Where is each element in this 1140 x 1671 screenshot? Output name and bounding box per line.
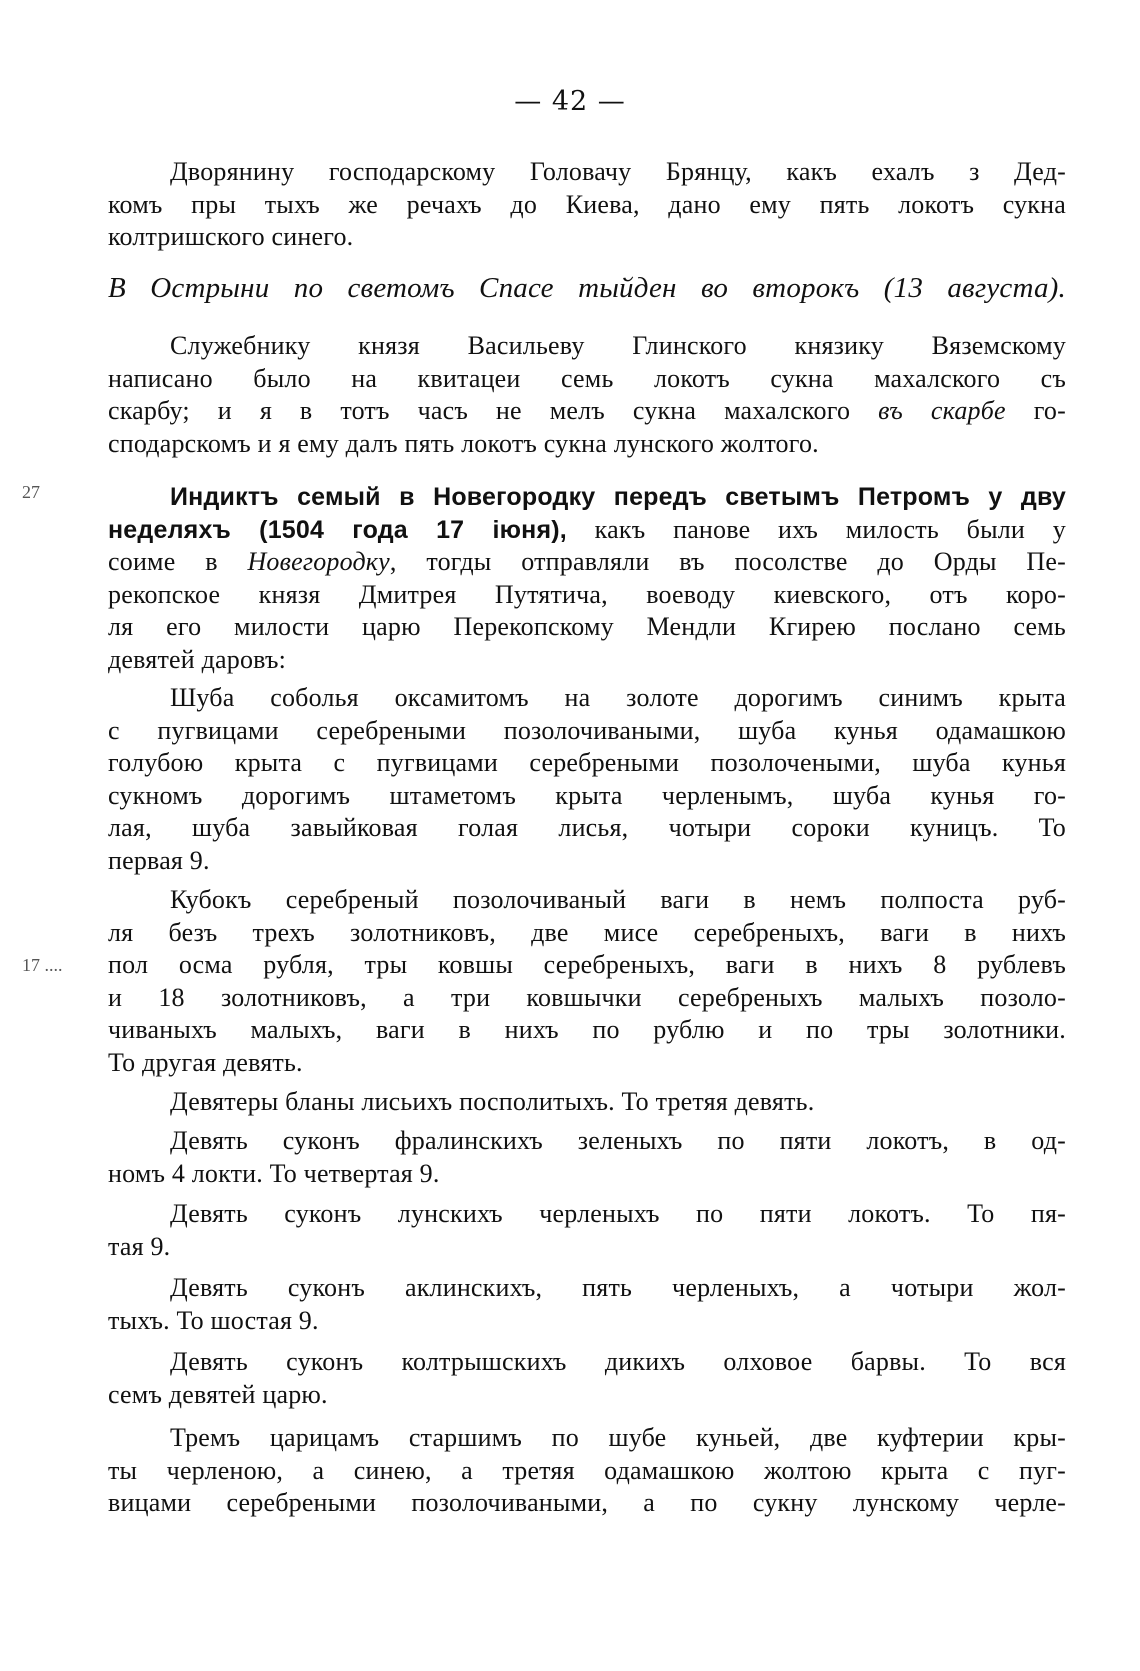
text-line: сподарскомъ и я ему далъ пять локотъ сукна лунского жолтого. (108, 428, 819, 458)
text-line: Служебнику князя Васильеву Глинского князику Вяземскому (170, 331, 1066, 360)
text-line: лая, шуба завыйковая голая лисья, чотыри сороки куницъ. То (108, 813, 1066, 843)
paragraph-1 (108, 156, 1066, 254)
text-line: и 18 золотниковъ, а три ковшычки серебреныхъ малыхъ позоло- (108, 982, 1066, 1012)
italic-run: въ скарбе (878, 396, 1006, 426)
text-line: рекопское князя Дмитрея Путятича, воеводу киевского, отъ коро- (108, 579, 1066, 609)
text-line: сукномъ дорогимъ штаметомъ крыта черленымъ, шуба кунья го- (108, 780, 1066, 810)
bold-run: неделяхъ (1504 года 17 iюня), (108, 515, 567, 544)
text-line: с пугвицами серебреными позолочиваными, шуба кунья одамашкою (108, 715, 1066, 745)
text-line: Кубокъ серебреный позолочиваный ваги в немъ полпоста руб- (170, 885, 1066, 914)
text-line: тая 9. (108, 1231, 171, 1261)
text-run: соиме в (108, 547, 248, 577)
margin-note: 17 .... (22, 955, 63, 975)
text-line: номъ 4 локти. То четвертая 9. (108, 1158, 440, 1188)
text-run: какъ панове ихъ милость были у (566, 514, 1066, 544)
text-line (108, 514, 1066, 547)
paragraph-8 (108, 1198, 1066, 1263)
margin-note: 27 (22, 482, 40, 502)
heading-line: В Острыни по светомъ Спасе тыйден во второкъ (13 августа). (108, 272, 1066, 304)
text-line: Девять суконъ фралинскихъ зеленыхъ по пяти локотъ, в од- (170, 1126, 1066, 1155)
text-line: пол осма рубля, тры ковшы серебреныхъ, ваги в нихъ 8 рублевъ (108, 950, 1066, 980)
paragraph-11 (108, 1422, 1066, 1520)
paragraph-7 (108, 1125, 1066, 1190)
text-line: Девятеры бланы лисьихъ посполитыхъ. То третяя девять. (170, 1087, 815, 1116)
text-line (108, 546, 1066, 579)
text-line: То другая девять. (108, 1047, 303, 1077)
text-line: колтришского синего. (108, 222, 354, 252)
text-line: ты черленою, а синею, а третяя одамашкою жолтою крыта с пуг- (108, 1455, 1066, 1485)
text-line: семъ девятей царю. (108, 1379, 328, 1409)
text-line: тыхъ. То шостая 9. (108, 1305, 319, 1335)
paragraph-2 (108, 330, 1066, 460)
paragraph-5 (108, 884, 1066, 1080)
text-line: Шуба соболья оксамитомъ на золоте дорогимъ синимъ крыта (170, 683, 1066, 712)
text-line: комъ пры тыхъ же речахъ до Киева, дано ему пять локотъ сукна (108, 189, 1066, 219)
text-line: написано было на квитацеи семь локотъ сукна махалского съ (108, 363, 1066, 393)
text-line: голубою крыта с пугвицами серебреными позолочеными, шуба кунья (108, 748, 1066, 778)
paragraph-9 (108, 1272, 1066, 1337)
text-line: Дворянину господарскому Головачу Брянцу, какъ ехалъ з Дед- (170, 157, 1066, 186)
text-run: го- (1005, 396, 1066, 426)
paragraph-4 (108, 682, 1066, 878)
bold-line: Индиктъ семый в Новегородку передъ светымъ Петромъ у дву (170, 483, 1066, 511)
paragraph-3 (108, 481, 1066, 677)
text-run: , тогды отправляли въ посолстве до Орды Пе- (389, 547, 1066, 577)
text-line: ля безъ трехъ золотниковъ, две мисе серебреныхъ, ваги в нихъ (108, 917, 1066, 947)
paragraph-10 (108, 1346, 1066, 1411)
text-line: Девять суконъ аклинскихъ, пять черленыхъ, а чотыри жол- (170, 1273, 1066, 1302)
text-line: ля его милости царю Перекопскому Мендли Кгирею послано семь (108, 612, 1066, 642)
text-line: Тремъ царицамъ старшимъ по шубе куньей, две куфтерии кры- (170, 1423, 1066, 1452)
text-line (108, 395, 1066, 428)
page-number: — 42 — (514, 86, 626, 117)
text-line: первая 9. (108, 845, 210, 875)
section-heading (108, 272, 1066, 305)
italic-run: Новегородку (247, 547, 390, 577)
paragraph-6 (108, 1086, 1066, 1119)
text-line: Девять суконъ колтрышскихъ дикихъ олховое барвы. То вся (170, 1347, 1066, 1376)
text-line: девятей даровъ: (108, 644, 287, 674)
text-run: скарбу; и я в тотъ часъ не мелъ сукна махалского (108, 396, 879, 426)
text-line: чиваныхъ малыхъ, ваги в нихъ по рублю и по тры золотники. (108, 1015, 1066, 1045)
text-line: вицами серебреными позолочиваными, а по сукну лунскому черле- (108, 1488, 1066, 1518)
text-line: Девять суконъ лунскихъ черленыхъ по пяти локотъ. То пя- (170, 1199, 1066, 1228)
